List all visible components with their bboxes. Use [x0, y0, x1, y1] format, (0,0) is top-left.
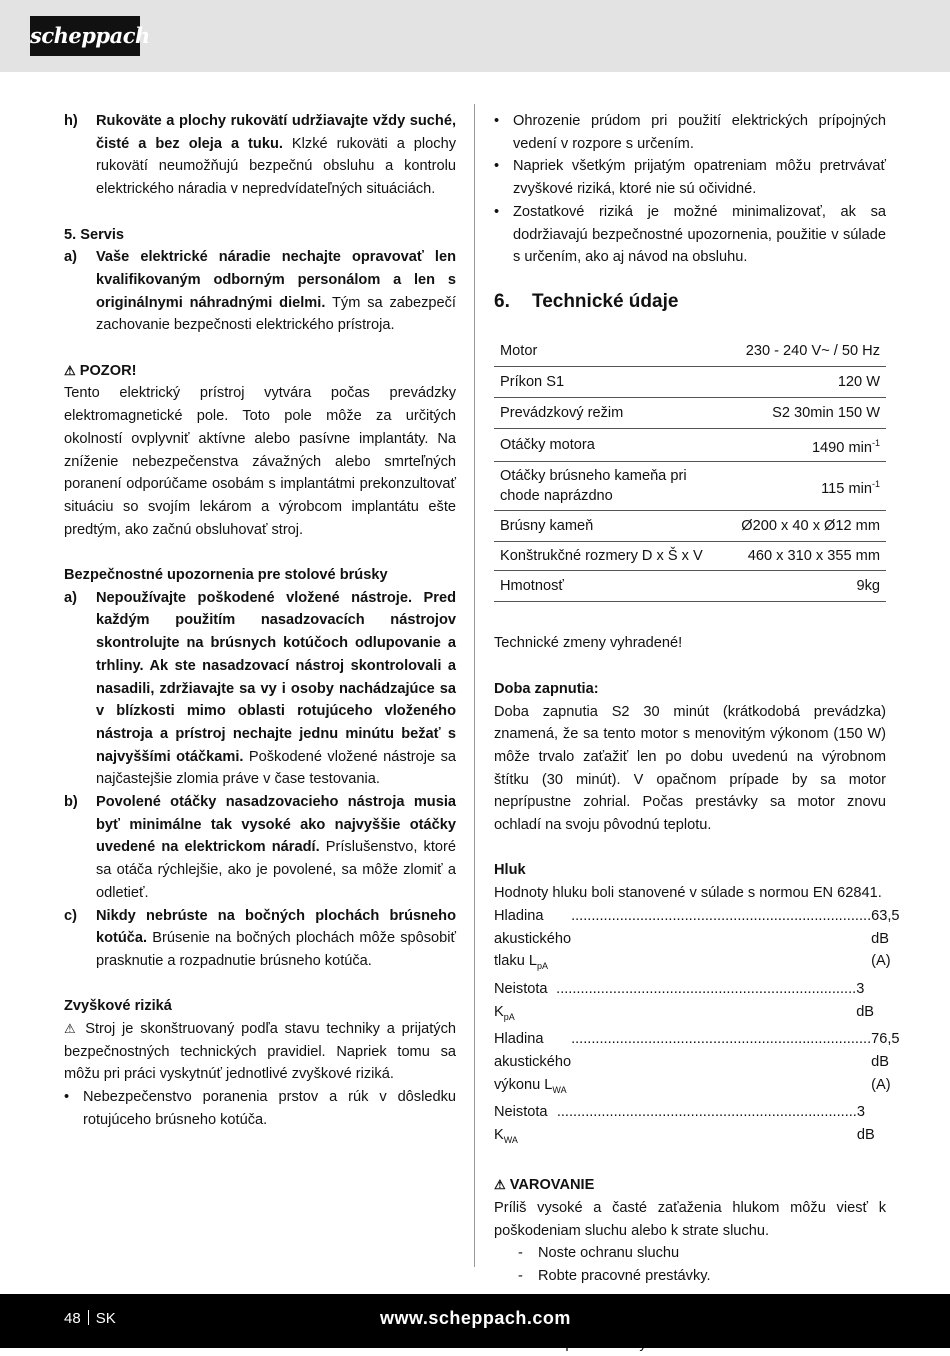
warn-item-text: Noste ochranu sluchu	[538, 1245, 680, 1262]
spec-key: Brúsny kameň	[494, 511, 735, 542]
warn-heading: VAROVANIE	[509, 1177, 595, 1194]
bullet-item: • Zostatkové riziká je možné minimalizovať, ak sa dodržiavajú bezpečnostné upozornenia, použitie v súlade s určením, ako aj návod na obsluhu.	[494, 201, 886, 269]
noise-text: Hodnoty hluku boli stanovené v súlade s normou EN 62841.	[494, 885, 882, 902]
risk-bullet-text: Nebezpečenstvo poranenia prstov a rúk v dôsledku rotujúceho brúsneho kotúča.	[83, 1089, 456, 1128]
right-column	[494, 110, 900, 1356]
website-link[interactable]: www.scheppach.com	[380, 1308, 571, 1328]
item-label: c)	[64, 907, 77, 924]
spec-value: 9kg	[735, 571, 886, 602]
spec-value: 1490 $\min^{-1}$	[735, 428, 886, 462]
safety-item-c	[64, 905, 456, 973]
brand-logo: scheppach	[30, 16, 140, 56]
item-bold-text: Vaše elektrické náradie nechajte opravovať len kvalifikovaným odborným personálom a len s originálnymi náhradnými dielmi.	[96, 249, 456, 311]
item-text: Brúsenie na bočných plochách môže spôsobiť prasknutie a rozpadnutie brúsneho kotúča.	[96, 930, 456, 969]
item-bold-text: Nepoužívajte poškodené vložené nástroje. Pred každým použitím nasadzovacích nástrojov skontrolujte na brúsnych kotúčoch odlupovanie a trhliny. Ak ste nasadzovací nástroj skontrolovali a nasadili, zdržiavajte sa vy i osoby nachádzajúce sa v blízkosti mimo oblasti rotujúceho vloženého nástroja a prístroj nechajte jednu minútu bežať s najvyššími otáčkami.	[96, 589, 456, 765]
item-label: h)	[64, 113, 78, 129]
table-row	[494, 511, 886, 542]
bullet-item: • Nebezpečenstvo poranenia prstov a rúk v dôsledku rotujúceho brúsneho kotúča.	[64, 1086, 456, 1131]
section-heading	[494, 291, 886, 314]
warn-text: Príliš vysoké a časté zaťaženia hlukom môžu viesť k poškodeniam sluchu alebo k strate sluchu.	[494, 1199, 886, 1239]
item-label: a)	[64, 589, 77, 606]
warning-triangle-icon: ⚠	[64, 362, 76, 378]
page-number: 48 SK	[64, 1310, 116, 1327]
noise-row: Neistota $K_{pA}$ .......................................................................... 3 dB	[494, 980, 875, 1022]
safety-item-a	[64, 587, 456, 791]
left-column	[64, 110, 456, 1132]
risk-text: Stroj je skonštruovaný podľa stavu techniky a prijatých bezpečnostných technických pravidiel. Napriek tomu sa môžu pri práci vyskytnúť jednotlivé zvyškové riziká.	[64, 1021, 456, 1083]
bullet-text: Ohrozenie prúdom pri použití elektrických prípojných vedení v rozpore s určením.	[513, 113, 886, 152]
spec-key: Príkon S1	[494, 366, 735, 397]
changes-note: Technické zmeny vyhradené!	[494, 635, 683, 652]
table-row	[494, 571, 886, 602]
column-divider	[474, 104, 475, 1267]
list-item-h	[64, 110, 456, 201]
spec-key: Prevádzkový režim	[494, 397, 735, 428]
spec-key: Hmotnosť	[494, 571, 735, 602]
list-item-a	[64, 246, 456, 337]
servis-heading: 5. Servis	[64, 226, 125, 243]
spec-value: 120 W	[735, 366, 886, 397]
item-bold-text: Povolené otáčky nasadzovacieho nástroja musia byť minimálne tak vysoké ako najvyššie otáčky uvedené na elektrickom náradí.	[96, 794, 456, 856]
spec-key: Motor	[494, 336, 735, 367]
safety-item-b	[64, 791, 456, 905]
bullet-text: Napriek všetkým prijatým opatreniam môžu pretrvávať zvyškové riziká, ktoré nie sú očividné.	[513, 158, 886, 198]
spec-value: 460 x 310 x 355 mm	[735, 542, 886, 571]
noise-row: Hladina akustického výkonu $L_{WA}$ .......................................................................... 76,5 dB (A)	[494, 1031, 900, 1095]
list-item: - Robte pracovné prestávky.	[494, 1265, 886, 1288]
noise-row: Neistota $K_{WA}$ .......................................................................... 3 dB	[494, 1104, 875, 1145]
spec-value: Ø200 x 40 x Ø12 mm	[735, 511, 886, 542]
spec-value: S2 30min 150 W	[735, 397, 886, 428]
table-row	[494, 428, 886, 462]
item-text: Poškodené vložené nástroje sa najčastejšie zlomia práve v čase testovania.	[96, 748, 456, 788]
spec-table	[494, 336, 886, 603]
bullet-text: Zostatkové riziká je možné minimalizovať, ak sa dodržiavajú bezpečnostné upozornenia, použitie v súlade s určením, ako aj návod na obsluhu.	[513, 203, 886, 266]
noise-row: Hladina akustického tlaku $L_{pA}$ .......................................................................... 63,5 dB (A)	[494, 907, 900, 972]
spec-key: Otáčky motora	[494, 428, 735, 462]
item-text: Príslušenstvo, ktoré sa otáča rýchlejšie, ako je povolené, sa môže zlomiť a odletieť.	[96, 839, 456, 901]
spec-key: Otáčky brúsneho kameňa pri chode naprázdno	[494, 462, 735, 511]
section-number: 6.	[494, 290, 510, 312]
warn-item-text: Robte pracovné prestávky.	[538, 1268, 711, 1285]
item-text: Klzké rukoväti a plochy rukovätí neumožňujú bezpečnú obsluhu a kontrolu elektrického náradia v nepredvídateľných situáciách.	[96, 135, 456, 198]
item-bold-text: Nikdy nebrúste na bočných plochách brúsneho kotúča.	[96, 907, 456, 947]
item-text: Tým sa zabezpečí zachovanie bezpečnosti elektrického prístroja.	[96, 294, 456, 334]
table-row	[494, 542, 886, 571]
table-row	[494, 462, 886, 511]
item-label: a)	[64, 249, 77, 266]
footer-bar	[0, 1294, 950, 1348]
warning-triangle-icon: ⚠	[64, 1021, 79, 1037]
spec-key: Konštrukčné rozmery D x Š x V	[494, 542, 735, 571]
duty-text: Doba zapnutia S2 30 minút (krátkodobá prevádzka) znamená, že sa tento motor s menovitým výkonom (150 W) môže trvalo zaťažiť len po dobu uvedenú na výrobnom štítku (30 minút). V opačnom prípade by sa motor neprípustne zohrial. Počas prestávky sa motor znovu ochladí na svoju pôvodnú teplotu.	[494, 703, 886, 834]
table-row	[494, 366, 886, 397]
duty-heading: Doba zapnutia:	[494, 680, 599, 697]
section-title: Technické údaje	[532, 290, 679, 312]
noise-heading: Hluk	[494, 862, 526, 879]
safety-heading: Bezpečnostné upozornenia pre stolové brúsky	[64, 567, 388, 584]
pozor-text: Tento elektrický prístroj vytvára počas prevádzky elektromagnetické pole. Toto pole môže za určitých okolností ovplyvniť aktívne alebo pasívne implantáty. Na zníženie nebezpečenstva závažných alebo smrteľných poranení odporúčame osobám s implantátmi prekonzultovať situáciu so svojím lekárom a výrobcom implantátu ešte predtým, ako začnú obsluhovať stroj.	[64, 385, 456, 538]
list-item: - Noste ochranu sluchu	[494, 1242, 886, 1265]
spec-value: 230 - 240 V~ / 50 Hz	[735, 336, 886, 367]
table-row	[494, 397, 886, 428]
table-row	[494, 336, 886, 367]
item-bold-text: Rukoväte a plochy rukovätí udržiavajte vždy suché, čisté a bez oleja a tuku.	[96, 113, 456, 152]
header-bar	[0, 0, 950, 72]
warning-triangle-icon: ⚠	[494, 1177, 506, 1193]
spec-value: 115 $\min^{-1}$	[735, 462, 886, 511]
pozor-heading: POZOR!	[79, 362, 137, 379]
bullet-item: • Napriek všetkým prijatým opatreniam môžu pretrvávať zvyškové riziká, ktoré nie sú očividné.	[494, 155, 886, 200]
risk-heading: Zvyškové riziká	[64, 998, 172, 1015]
item-label: b)	[64, 794, 78, 811]
bullet-item: • Ohrozenie prúdom pri použití elektrických prípojných vedení v rozpore s určením.	[494, 110, 886, 155]
